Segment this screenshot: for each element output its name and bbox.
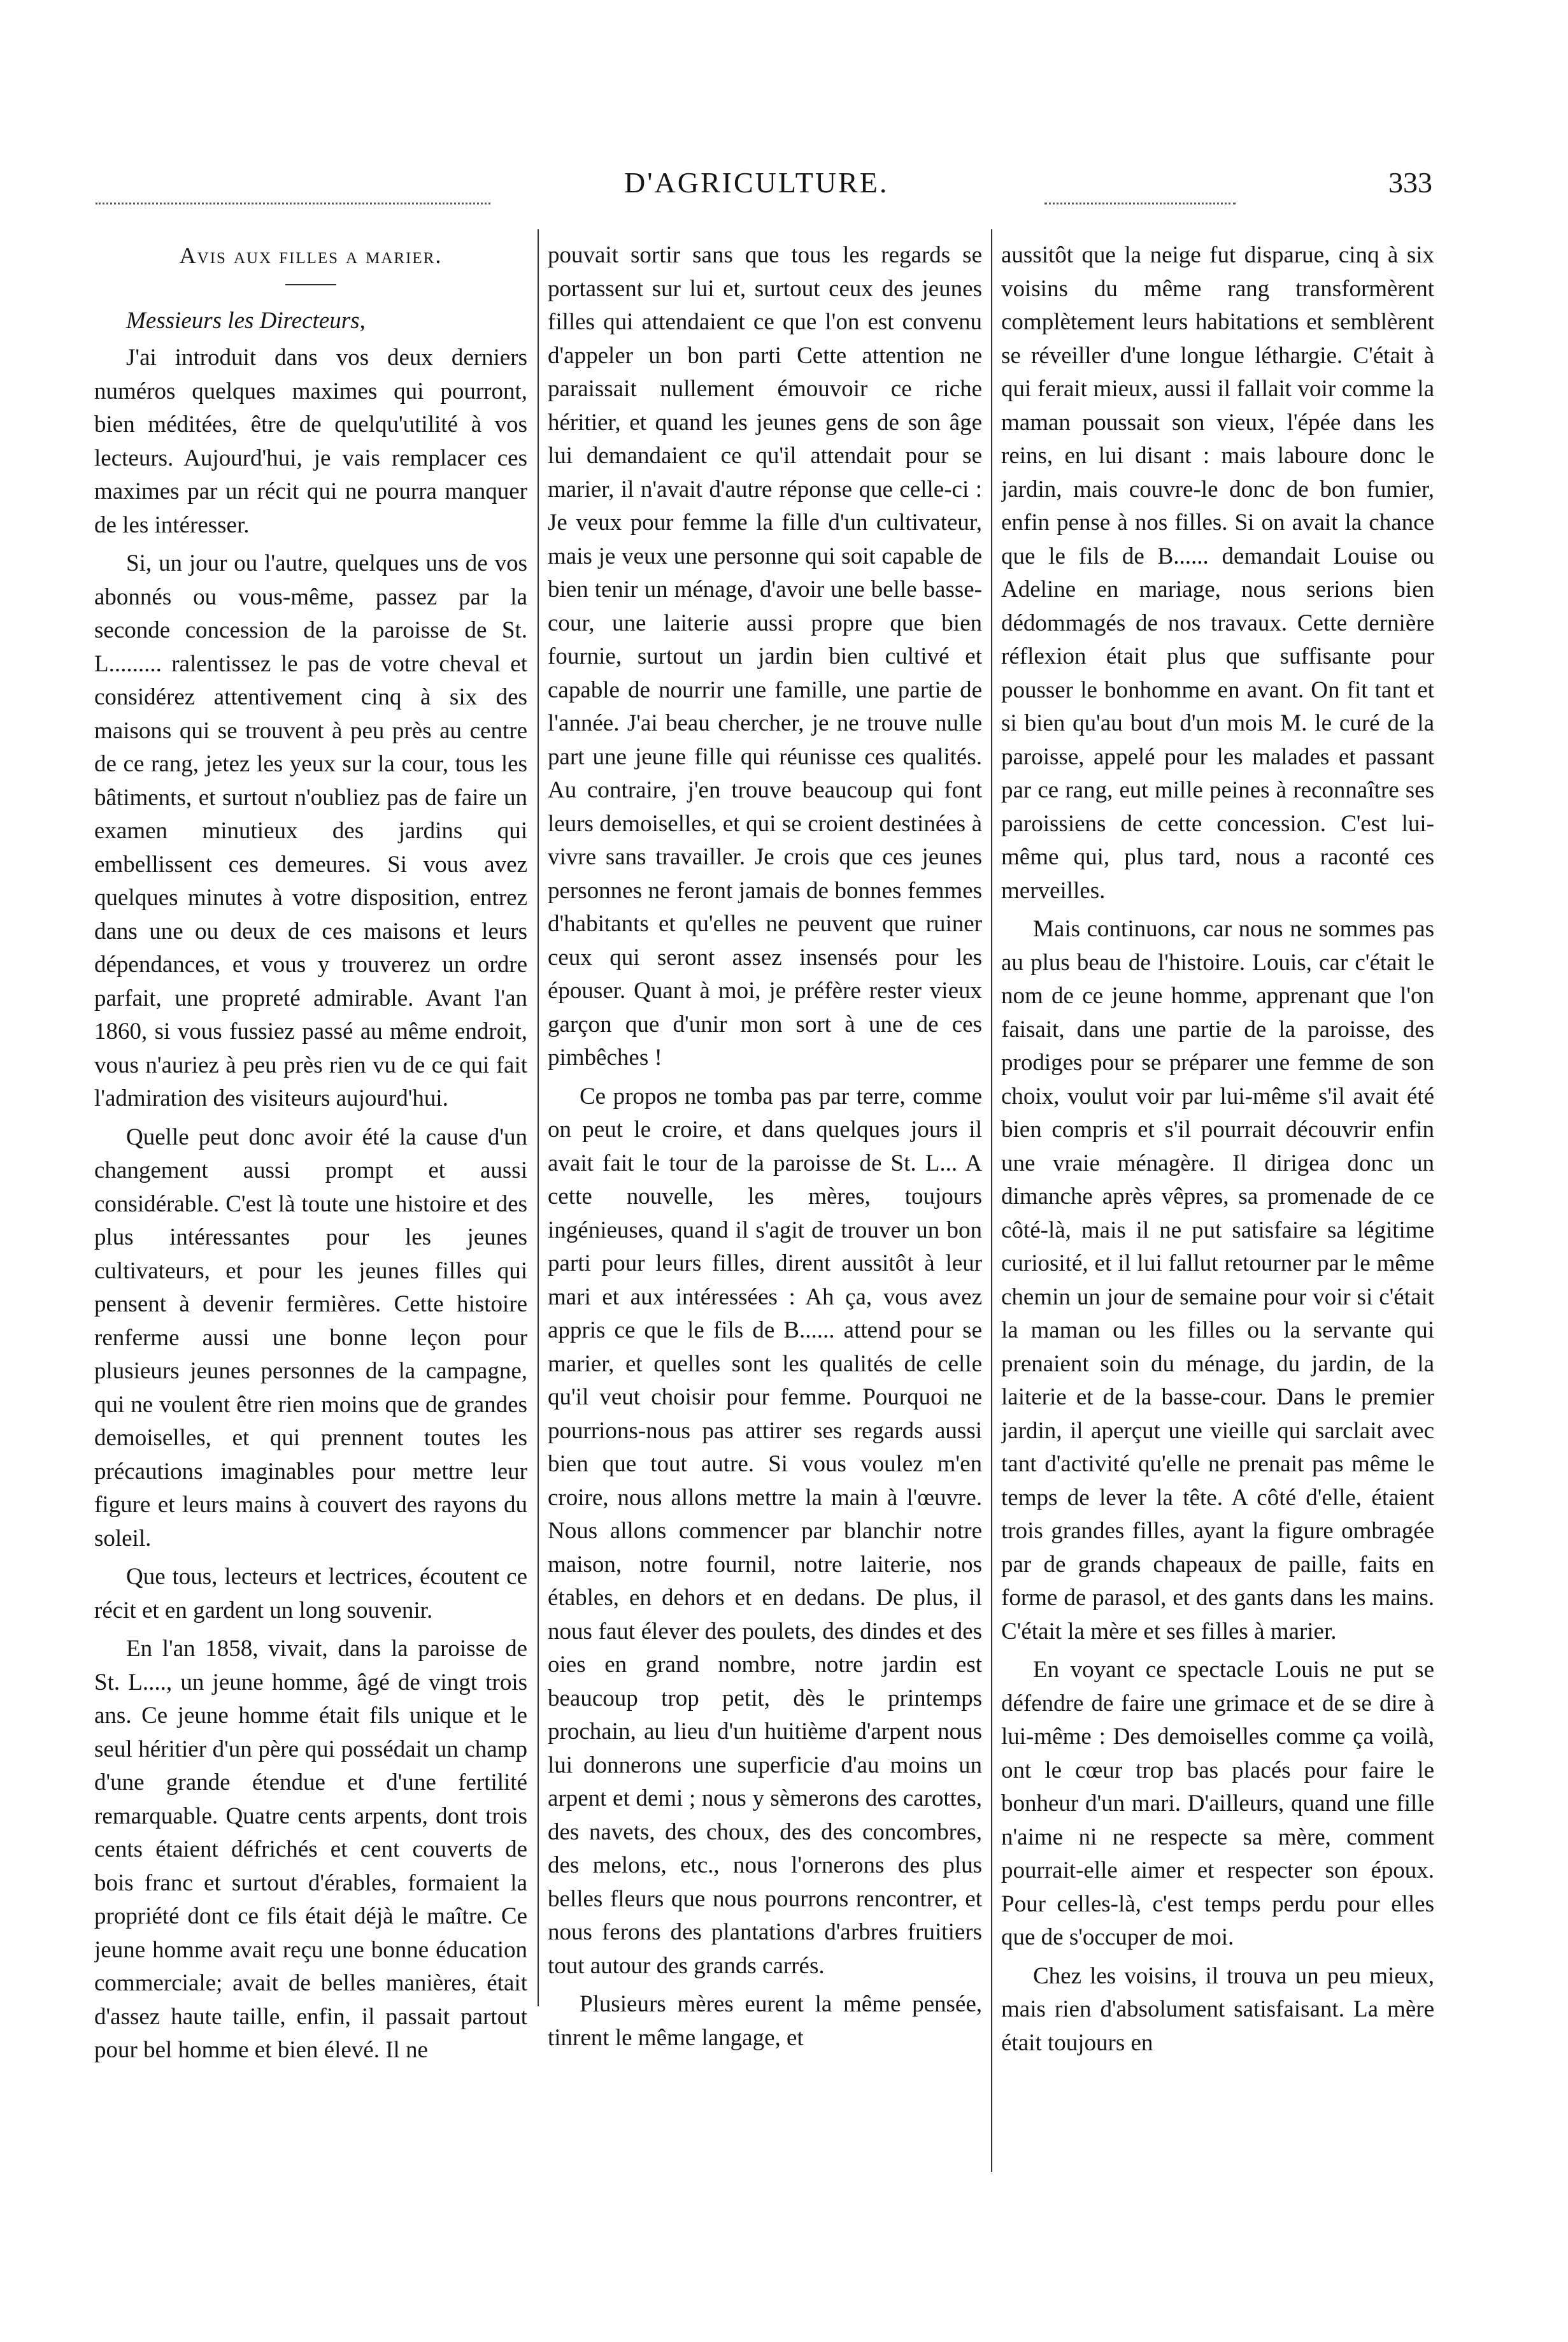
paragraph-continued: pouvait sortir sans que tous les regards se portassent sur lui et, surtout ceux des jeunes filles qui attendaient ce que l'on est convenu d'appeler un bon parti Cette attention ne paraissait nullement émouvoir ce riche héritier, et quand les jeunes gens de son âge lui demandaient ce qu'il attendait pour se marier, il n'avait d'autre réponse que celle-ci : Je veux pour femme la fille d'un cultivateur, mais je veux une personne qui soit capable de bien tenir un ménage, d'avoir une belle basse-cour, une laiterie aussi propre que bien fournie, surtout un jardin bien cultivé et capable de nourrir une famille, une partie de l'année. J'ai beau chercher, je ne trouve nulle part une jeune fille qui réunisse ces qualités. Au contraire, j'en trouve beaucoup qui font leurs demoiselles, et qui se croient destinées à vivre sans travailler. Je crois que ces jeunes personnes ne feront jamais de bonnes femmes d'habitants et qu'elles ne peuvent que ruiner ceux qui seront assez insensés pour les épouser. Quant à moi, je préfère rester vieux garçon que d'unir mon sort à une de ces pimbêches ! bbox=[548, 242, 982, 1071]
paragraph: Chez les voisins, il trouva un peu mieux, mais rien d'absolument satisfaisant. La mère était toujours en bbox=[1001, 1962, 1434, 2056]
paragraph: Plusieurs mères eurent la même pensée, tinrent le même langage, et bbox=[548, 1991, 982, 2051]
title-rule bbox=[285, 284, 336, 285]
paragraph: Mais continuons, car nous ne sommes pas au plus beau de l'histoire. Louis, car c'était le nom de ce jeune homme, apprenant que l'on faisait, dans une partie de la paroisse, des prodiges pour se préparer une femme de son choix, voulut voir par lui-même s'il avait été bien compris et s'il pourrait découvrir enfin une vraie ménagère. Il dirigea donc un dimanche après vêpres, sa promenade de ce côté-là, mais il ne put satisfaire sa légitime curiosité, et il lui fallut retourner par le même chemin un jour de semaine pour voir si c'était la maman ou les filles ou la servante qui prenaient soin du ménage, du jardin, de la laiterie et de la basse-cour. Dans le premier jardin, il aperçut une vieille qui sarclait avec tant d'activité qu'elle ne prenait pas même le temps de lever la tête. A côté d'elle, étaient trois grandes filles, ayant la figure ombragée par de grands chapeaux de paille, faits en forme de parasol, et des gants dans les mains. C'était la mère et ses filles à marier. bbox=[1001, 916, 1434, 1645]
paragraph-continued: aussitôt que la neige fut disparue, cinq à six voisins du même rang transformèrent complètement leurs habitations et semblèrent se réveiller d'une longue léthargie. C'était à qui ferait mieux, aussi il fallait voir comme la maman poussait son vieux, l'épée dans les reins, en lui disant : mais laboure donc le jardin, mais couvre-le donc de bon fumier, enfin pense à nos filles. Si on avait la chance que le fils de B...... demandait Louise ou Adeline en mariage, nous serions bien dédommagés de nos travaux. Cette dernière réflexion était plus que suffisante pour pousser le bonhomme en avant. On fit tant et si bien qu'au bout d'un mois M. le curé de la paroisse, appelé pour les malades et passant par ce rang, eut mille peines à reconnaître ses paroissiens de cette concession. C'est lui-même qui, plus tard, nous a raconté ces merveilles. bbox=[1001, 242, 1434, 904]
header-rule-right bbox=[1044, 203, 1236, 204]
paragraph: J'ai introduit dans vos deux derniers numéros quelques maximes qui pourront, bien méditées, être de quelqu'utilité à vos lecteurs. Aujourd'hui, je vais remplacer ces maximes par un récit qui ne pourra manquer de les intéresser. bbox=[94, 345, 527, 538]
article-title: Avis aux filles a marier. bbox=[179, 243, 443, 268]
column-divider-2 bbox=[991, 229, 992, 2172]
paragraph: Quelle peut donc avoir été la cause d'un changement aussi prompt et aussi considérable. C'est là toute une histoire et des plus intéressantes pour les jeunes cultivateurs, et pour les jeunes filles qui pensent à devenir fermières. Cette histoire renferme aussi une bonne leçon pour plusieurs jeunes personnes de la campagne, qui ne voulent être rien moins que de grandes demoiselles, et qui prennent toutes les précautions imaginables pour mettre leur figure et leurs mains à couvert des rayons du soleil. bbox=[94, 1124, 527, 1552]
paragraph: En voyant ce spectacle Louis ne put se défendre de faire une grimace et de se dire à lui-même : Des demoiselles comme ça voilà, ont le cœur trop bas placés pour faire le bonheur d'un mari. D'ailleurs, quand une fille n'aime ni ne respecte sa mère, comment pourrait-elle aimer et respecter son époux. Pour celles-là, c'est temps perdu pour elles que de s'occuper de moi. bbox=[1001, 1657, 1434, 1950]
header-rule-left bbox=[96, 203, 490, 204]
paragraph: Si, un jour ou l'autre, quelques uns de vos abonnés ou vous-même, passez par la seconde concession de la paroisse de St. L......... ralentissez le pas de votre cheval et considérez attentivement cinq à six des maisons qui se trouvent à peu près au centre de ce rang, jetez les yeux sur la cour, tous les bâtiments, et surtout n'oubliez pas de faire un examen minutieux des jardins qui embellissent ces demeures. Si vous avez quelques minutes à votre disposition, entrez dans une ou deux de ces maisons et leurs dépendances, et vous y trouverez un ordre parfait, une propreté admirable. Avant l'an 1860, si vous fussiez passé au même endroit, vous n'auriez à peu près rien vu de ce qui fait l'admiration des visiteurs aujourd'hui. bbox=[94, 550, 527, 1111]
salutation: Messieurs les Directeurs, bbox=[126, 307, 366, 334]
page-number: 333 bbox=[1388, 166, 1432, 199]
column-3 bbox=[1001, 239, 1434, 2201]
column-2 bbox=[548, 239, 982, 2201]
page-header bbox=[76, 166, 1446, 210]
paragraph: Que tous, lecteurs et lectrices, écoutent ce récit et en gardent un long souvenir. bbox=[94, 1564, 527, 1624]
paragraph: En l'an 1858, vivait, dans la paroisse de St. L...., un jeune homme, âgé de vingt trois ans. Ce jeune homme était fils unique et le seul héritier d'un père qui possédait un champ d'une grande étendue et d'une fertilité remarquable. Quatre cents arpents, dont trois cents étaient défrichés et cent couverts de bois franc et surtout d'érables, formaient la propriété dont ce fils était déjà le maître. Ce jeune homme avait reçu une bonne éducation commerciale; avait de belles manières, était d'assez haute taille, enfin, il passait partout pour bel homme et bien élevé. Il ne bbox=[94, 1636, 527, 2063]
column-1 bbox=[94, 239, 527, 2201]
running-title: D'AGRICULTURE. bbox=[624, 166, 889, 199]
paragraph: Ce propos ne tomba pas par terre, comme on peut le croire, et dans quelques jours il avait fait le tour de la paroisse de St. L... A cette nouvelle, les mères, toujours ingénieuses, quand il s'agit de trouver un bon parti pour leurs filles, dirent aussitôt à leur mari et aux intéressées : Ah ça, vous avez appris ce que le fils de B...... attend pour se marier, et quelles sont les qualités de celle qu'il veut choisir pour femme. Pourquoi ne pourrions-nous pas attirer ses regards aussi bien que tout autre. Si vous voulez m'en croire, nous allons mettre la main à l'œuvre. Nous allons commencer par blanchir notre maison, notre fournil, notre laiterie, nos étables, en dehors et en dedans. De plus, il nous faut élever des poulets, des dindes et des oies en grand nombre, notre jardin est beaucoup trop petit, dès le printemps prochain, au lieu d'un huitième d'arpent nous lui donnerons une superficie d'au moins un arpent et demi ; nous y sèmerons des carottes, des navets, des choux, des des concombres, des melons, etc., nous l'ornerons des plus belles fleurs que nous pourrons rencontrer, et nous ferons des plantations d'arbres fruitiers tout autour des grands carrés. bbox=[548, 1083, 982, 1979]
column-divider-1 bbox=[538, 229, 539, 2006]
